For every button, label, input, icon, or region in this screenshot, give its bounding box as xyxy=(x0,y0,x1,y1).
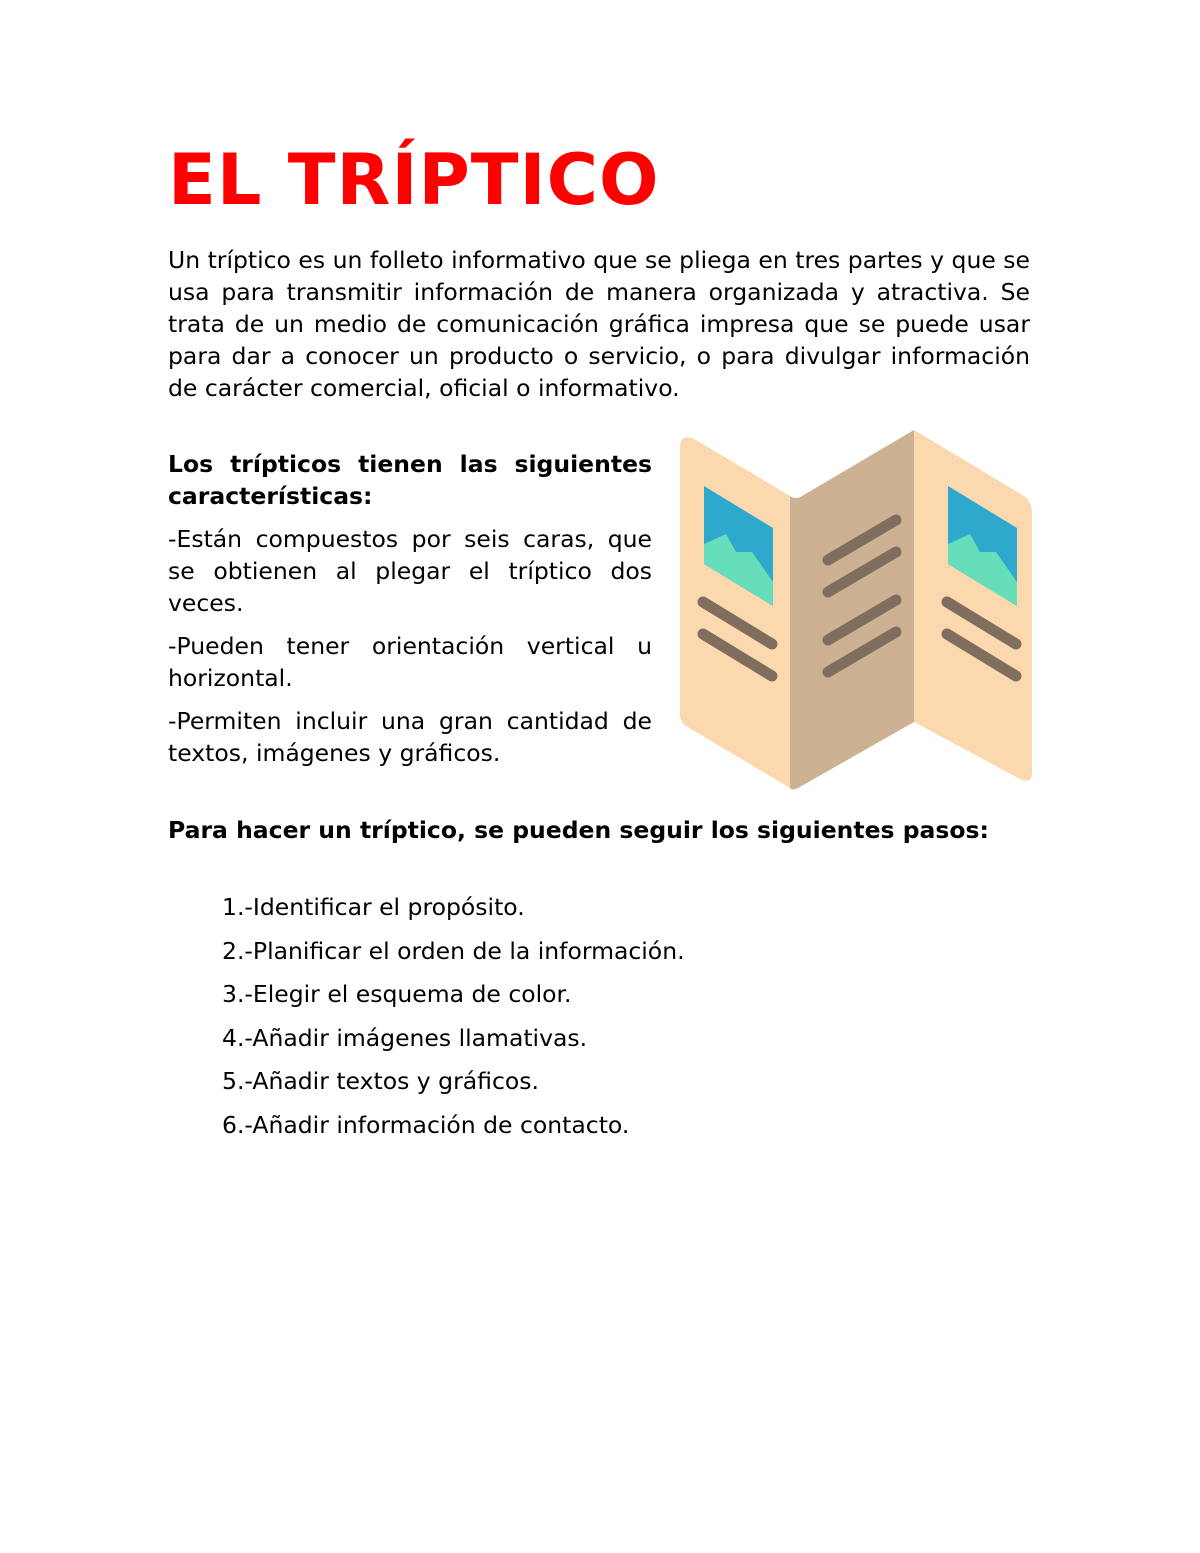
characteristics-section xyxy=(168,448,652,780)
step-item: 6.-Añadir información de contacto. xyxy=(222,1110,630,1139)
characteristic-item: -Están compuestos por seis caras, que se obtienen al plegar el tríptico dos veces. xyxy=(168,525,652,617)
steps-heading: Para hacer un tríptico, se pueden seguir los siguientes pasos: xyxy=(168,816,989,844)
step-item: 5.-Añadir textos y gráficos. xyxy=(222,1067,539,1095)
characteristics-heading: Los trípticos tienen las siguientes características: xyxy=(168,450,652,510)
step-item: 3.-Elegir el esquema de color. xyxy=(222,980,572,1008)
intro-paragraph: Un tríptico es un folleto informativo que se pliega en tres partes y que se usa para transmitir información de manera organizada y atractiva. Se trata de un medio de comunicación gráfica impresa que se puede usar para dar a conocer un producto o servicio, o para divulgar información de carácter comercial, oficial o informativo. xyxy=(168,246,1030,402)
step-item: 1.-Identificar el propósito. xyxy=(222,893,525,921)
characteristic-item: -Pueden tener orientación vertical u horizontal. xyxy=(168,632,652,692)
tri-fold-brochure-icon xyxy=(668,426,1036,791)
step-item: 2.-Planificar el orden de la información. xyxy=(222,936,685,965)
characteristic-item: -Permiten incluir una gran cantidad de textos, imágenes y gráficos. xyxy=(168,707,652,767)
steps-list xyxy=(222,891,685,1152)
step-item: 4.-Añadir imágenes llamativas. xyxy=(222,1023,588,1052)
document-title: EL TRÍPTICO xyxy=(168,139,660,221)
